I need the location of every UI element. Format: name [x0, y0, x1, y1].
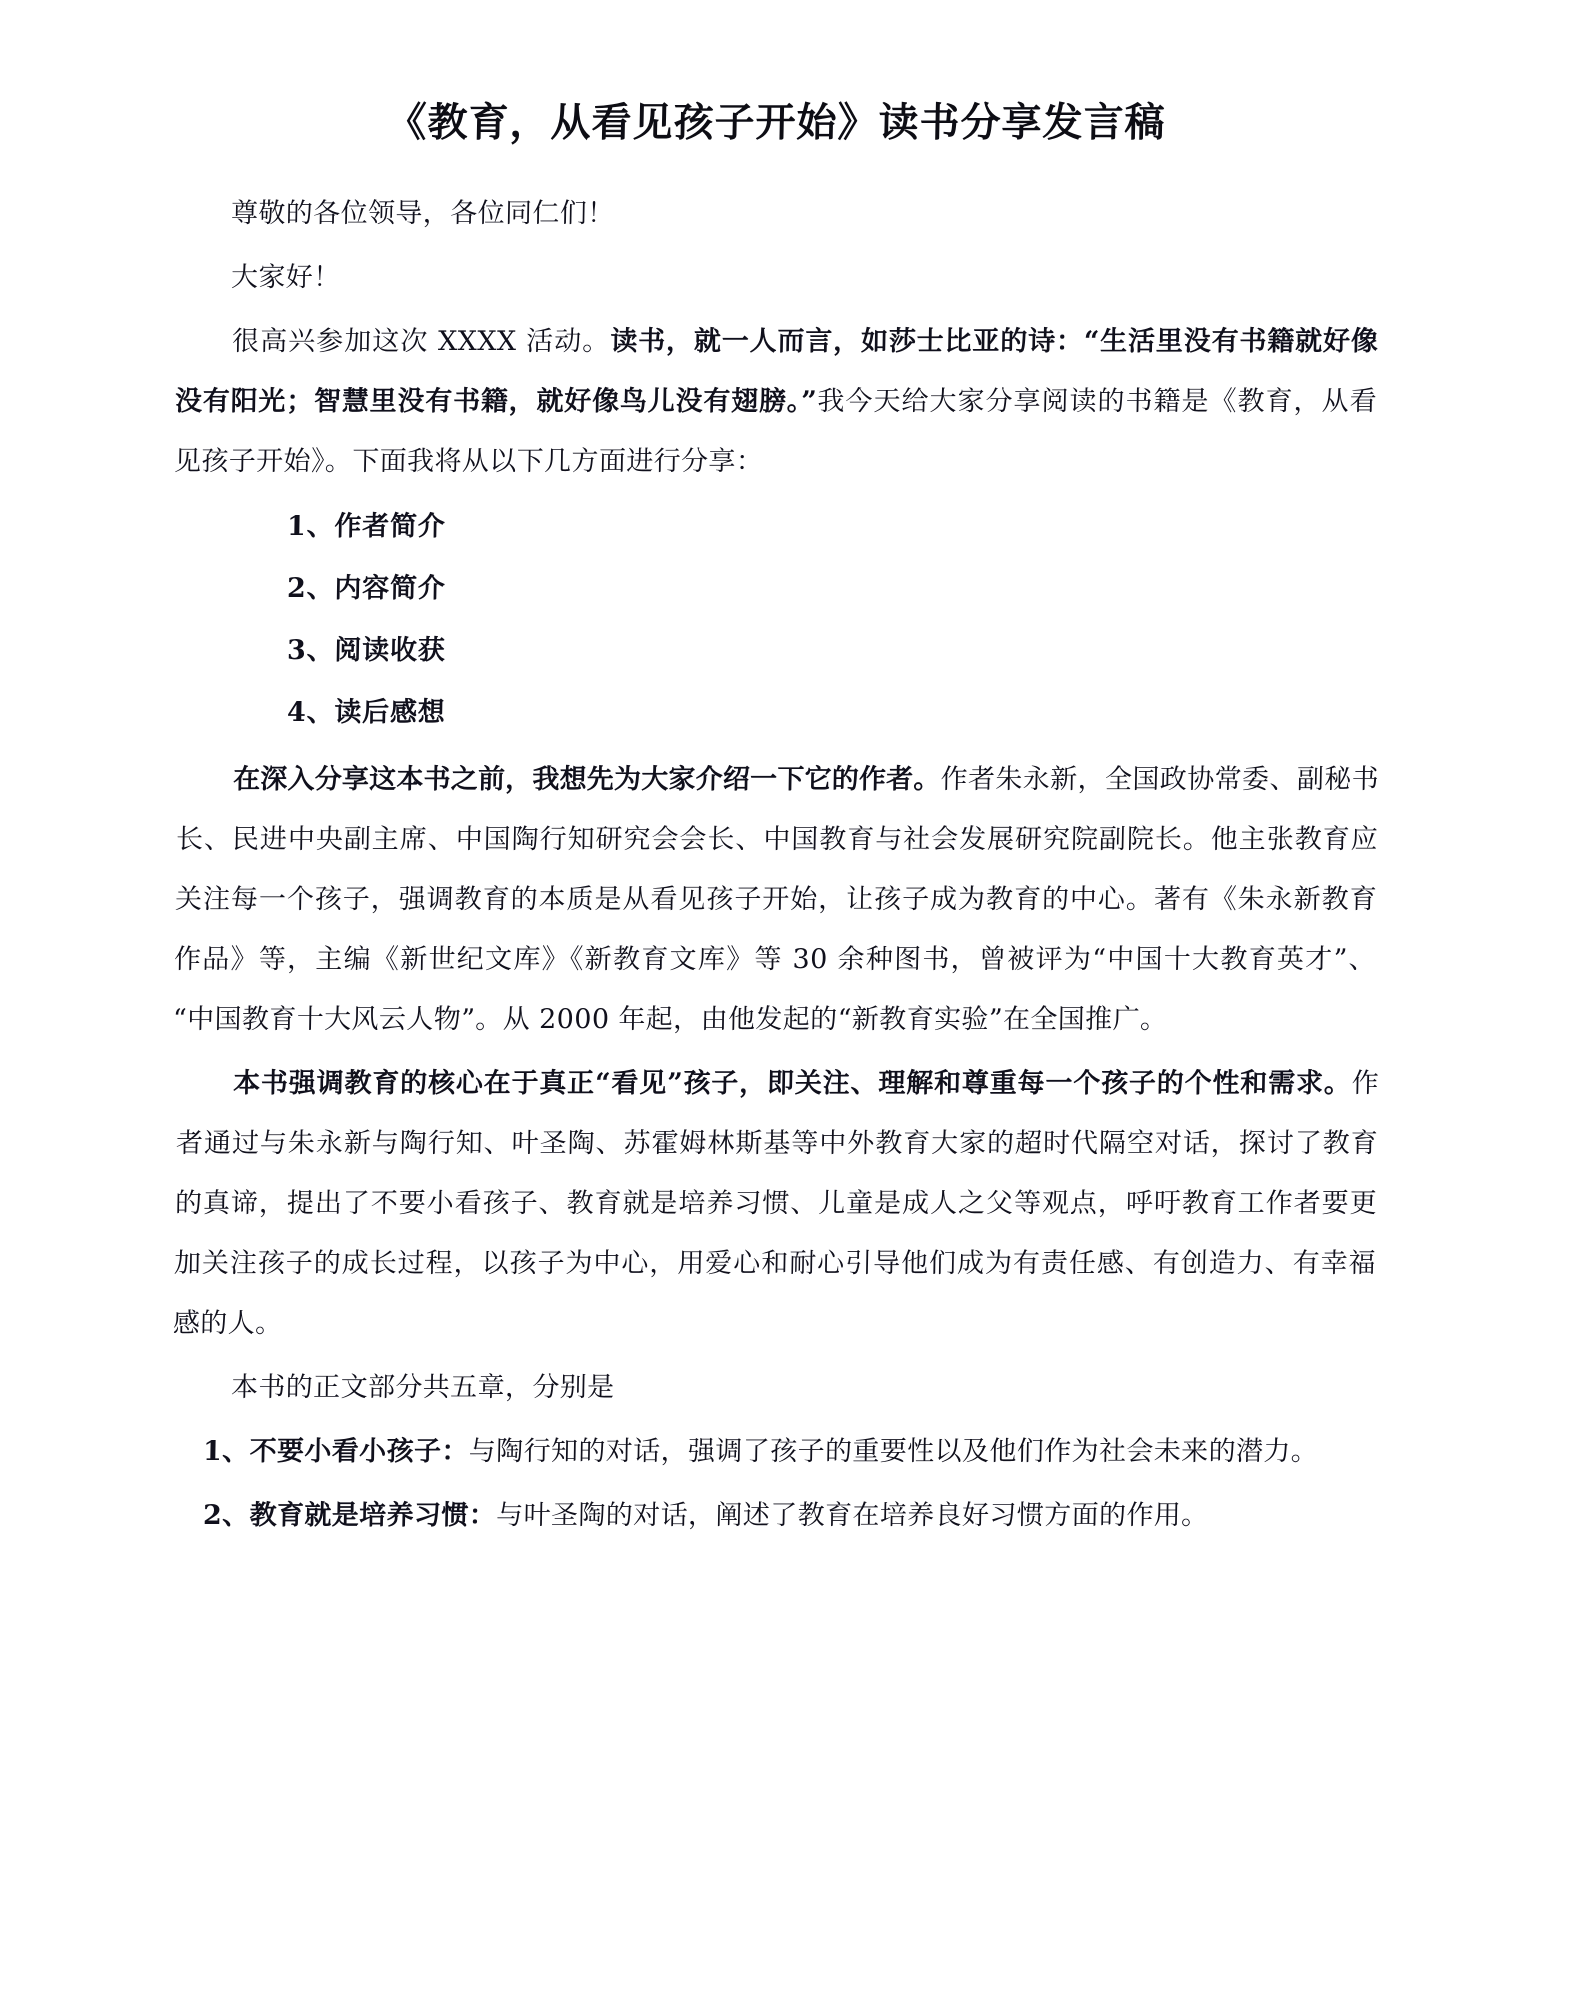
chapter-entry-2: [174, 1486, 1377, 1546]
salutation-line-2: 大家好！: [230, 262, 341, 293]
core-body: 作者通过与朱永新与陶行知、叶圣陶、苏霍姆林斯基等中外教育大家的超时代隔空对话，探讨了教育的真谛，提出了不要小看孩子、教育就是培养习惯、儿童是成人之父等观点，呼吁教育工作者要更加关注孩子的成长过程，以孩子为中心，用爱心和耐心引导他们成为有责任感、有创造力、有幸福感的人。: [172, 1068, 1380, 1339]
outline-item-2: 2、内容简介: [286, 573, 446, 604]
author-body: 作者朱永新，全国政协常委、副秘书长、民进中央副主席、中国陶行知研究会会长、中国教育与社会发展研究院副院长。他主张教育应关注每一个孩子，强调教育的本质是从看见孩子开始，让孩子成为教育的中心。著有《朱永新教育作品》等，主编《新世纪文库》《新教育文库》等 30 余种图书，曾被评为“中国十大教育英才”、“中国教育十大风云人物”。从 2000 年起，由他发起的“新教育实验”在全国推广。: [172, 764, 1380, 1035]
intro-quote: 读书，就一人而言，如莎士比亚的诗：“生活里没有书籍就好像没有阳光；智慧里没有书籍，就好像鸟儿没有翅膀。”: [174, 326, 1379, 417]
core-lead: 本书强调教育的核心在于真正“看见”孩子，即关注、理解和尊重每一个孩子的个性和需求。: [232, 1068, 1352, 1099]
outline-item-1: 1、作者简介: [286, 511, 446, 542]
salutation-line-1: 尊敬的各位领导，各位同仁们！: [230, 198, 615, 229]
outline-item-4: 4、读后感想: [286, 697, 446, 728]
chapters-intro: 本书的正文部分共五章，分别是: [230, 1372, 615, 1403]
chapter-1-body: 与陶行知的对话，强调了孩子的重要性以及他们作为社会未来的潜力。: [468, 1436, 1319, 1467]
intro-paragraph: [173, 312, 1378, 492]
author-lead: 在深入分享这本书之前，我想先为大家介绍一下它的作者。: [232, 764, 941, 795]
chapter-2-head: 2、教育就是培养习惯：: [202, 1500, 497, 1531]
outline-list: [175, 496, 1377, 744]
page-title: 《教育，从看见孩子开始》读书分享发言稿: [386, 99, 1167, 146]
author-paragraph: [172, 750, 1379, 1050]
chapter-1-head: 1、不要小看小孩子：: [202, 1436, 470, 1467]
intro-lead: 很高兴参加这次 XXXX 活动。: [231, 326, 611, 357]
chapter-2-body: 与叶圣陶的对话，阐述了教育在培养良好习惯方面的作用。: [495, 1500, 1209, 1531]
intro-tail: 我今天给大家分享阅读的书籍是《教育，从看见孩子开始》。下面我将从以下几方面进行分享：: [173, 386, 1378, 477]
chapter-entry-1: [174, 1422, 1377, 1482]
outline-item-3: 3、阅读收获: [286, 635, 446, 666]
core-paragraph: [172, 1054, 1379, 1354]
